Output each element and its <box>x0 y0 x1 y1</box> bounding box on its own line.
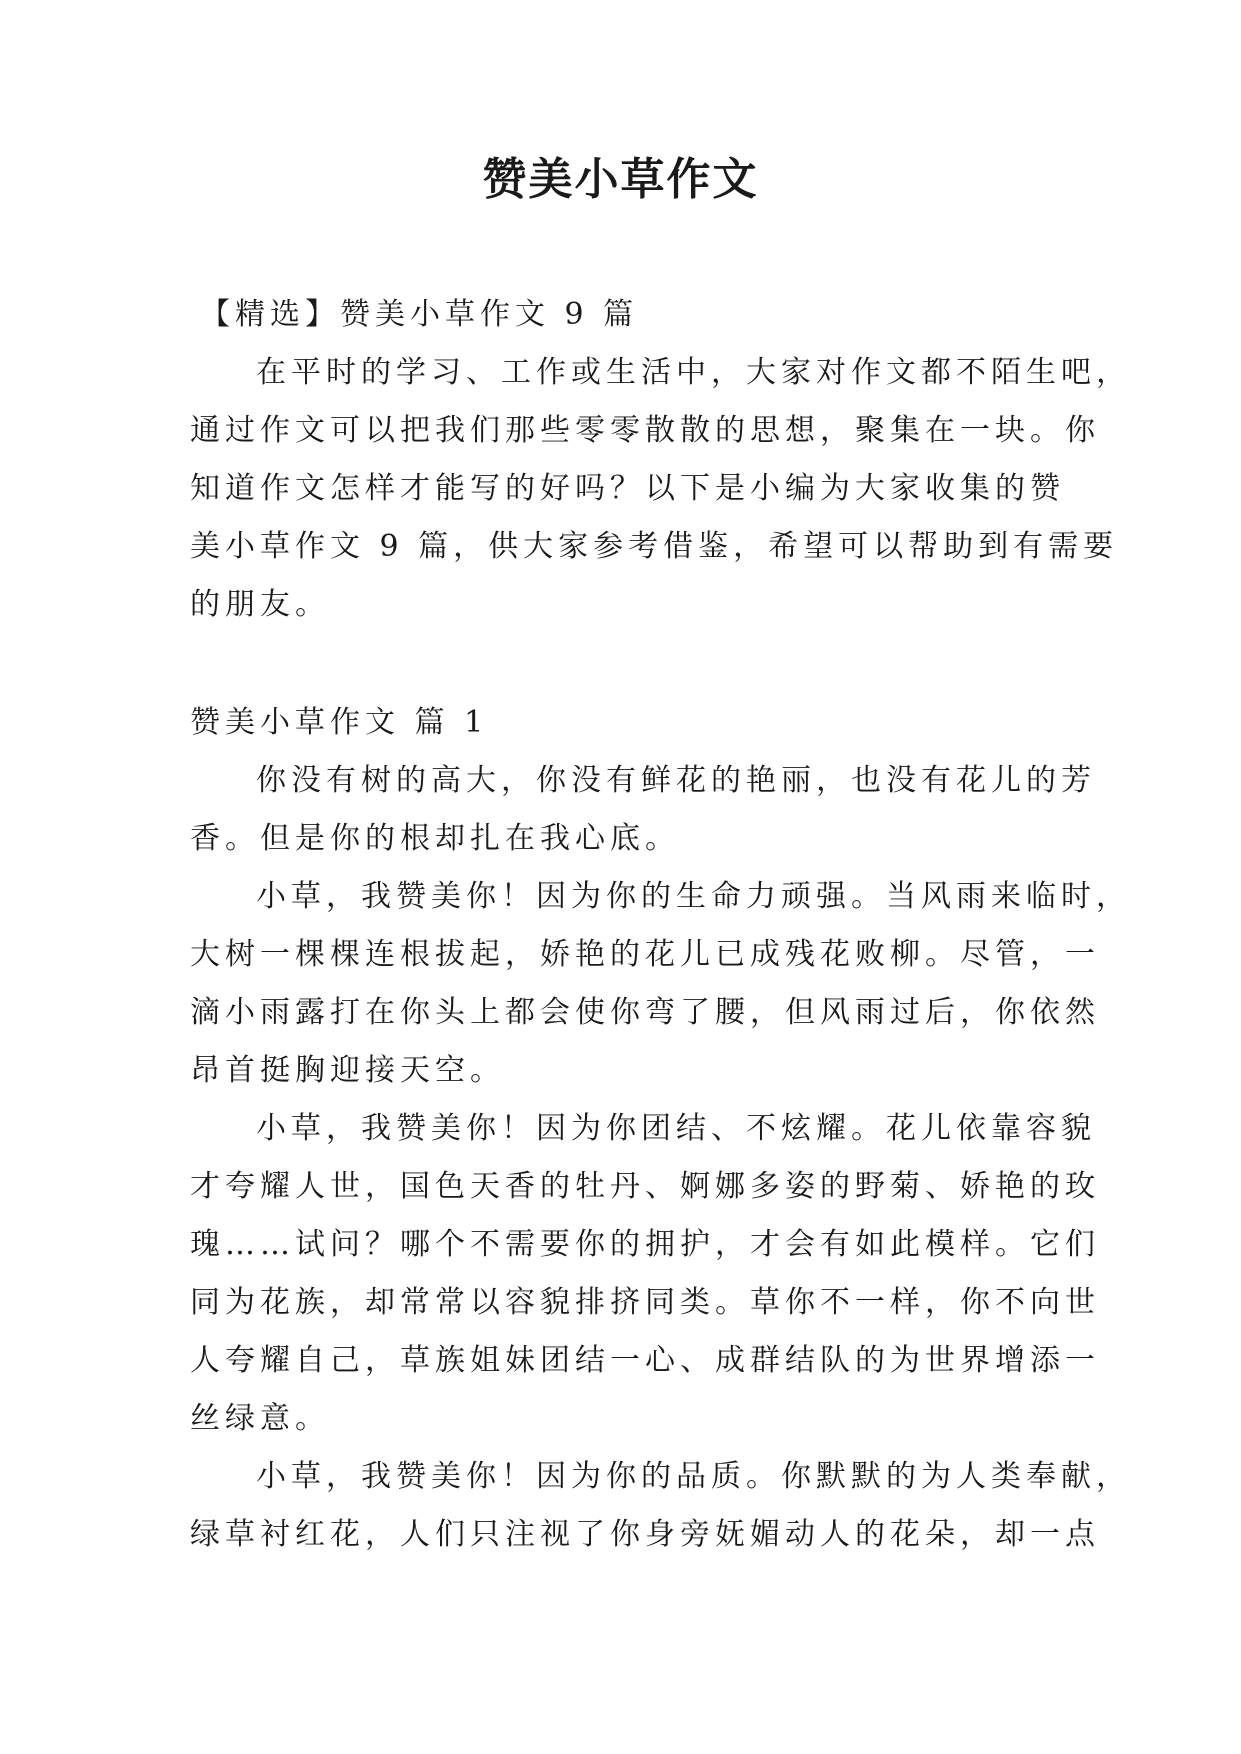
paragraph-line: 才夸耀人世，国色天香的牡丹、婀娜多姿的野菊、娇艳的玫 <box>190 1169 1100 1204</box>
paragraph-line: 绿草衬红花，人们只注视了你身旁妩媚动人的花朵，却一点 <box>190 1517 1100 1552</box>
intro-line: 通过作文可以把我们那些零零散散的思想，聚集在一块。你 <box>190 413 1100 448</box>
paragraph-line: 人夸耀自己，草族姐妹团结一心、成群结队的为世界增添一 <box>190 1343 1100 1378</box>
paragraph-line: 昂首挺胸迎接天空。 <box>190 1053 505 1088</box>
paragraph-line: 滴小雨露打在你头上都会使你弯了腰，但风雨过后，你依然 <box>190 995 1100 1030</box>
paragraph-line: 大树一棵棵连根拔起，娇艳的花儿已成残花败柳。尽管，一 <box>190 937 1100 972</box>
intro-line: 的朋友。 <box>190 587 330 622</box>
intro-line: 知道作文怎样才能写的好吗？以下是小编为大家收集的赞 <box>190 471 1065 506</box>
paragraph-line: 丝绿意。 <box>190 1401 330 1436</box>
paragraph-line: 小草，我赞美你！因为你的品质。你默默的为人类奉献， <box>256 1459 1131 1494</box>
paragraph-line: 同为花族，却常常以容貌排挤同类。草你不一样，你不向世 <box>190 1285 1100 1320</box>
document-body <box>190 286 1131 1564</box>
paragraph-line: 瑰……试问？哪个不需要你的拥护，才会有如此模样。它们 <box>190 1227 1100 1262</box>
document-subtitle: 【精选】赞美小草作文 9 篇 <box>200 297 639 332</box>
paragraph-line: 小草，我赞美你！因为你的生命力顽强。当风雨来临时， <box>256 879 1131 914</box>
paragraph-line: 香。但是你的根却扎在我心底。 <box>190 821 680 856</box>
paragraph-line: 你没有树的高大，你没有鲜花的艳丽，也没有花儿的芳 <box>256 763 1096 798</box>
section-gap <box>190 634 1050 694</box>
document-title: 赞美小草作文 <box>482 154 759 205</box>
intro-line: 美小草作文 9 篇，供大家参考借鉴，希望可以帮助到有需要 <box>190 529 1119 564</box>
paragraph-line: 小草，我赞美你！因为你团结、不炫耀。花儿依靠容貌 <box>256 1111 1096 1146</box>
intro-line: 在平时的学习、工作或生活中，大家对作文都不陌生吧， <box>256 355 1131 390</box>
section-heading: 赞美小草作文 篇 1 <box>190 705 489 740</box>
